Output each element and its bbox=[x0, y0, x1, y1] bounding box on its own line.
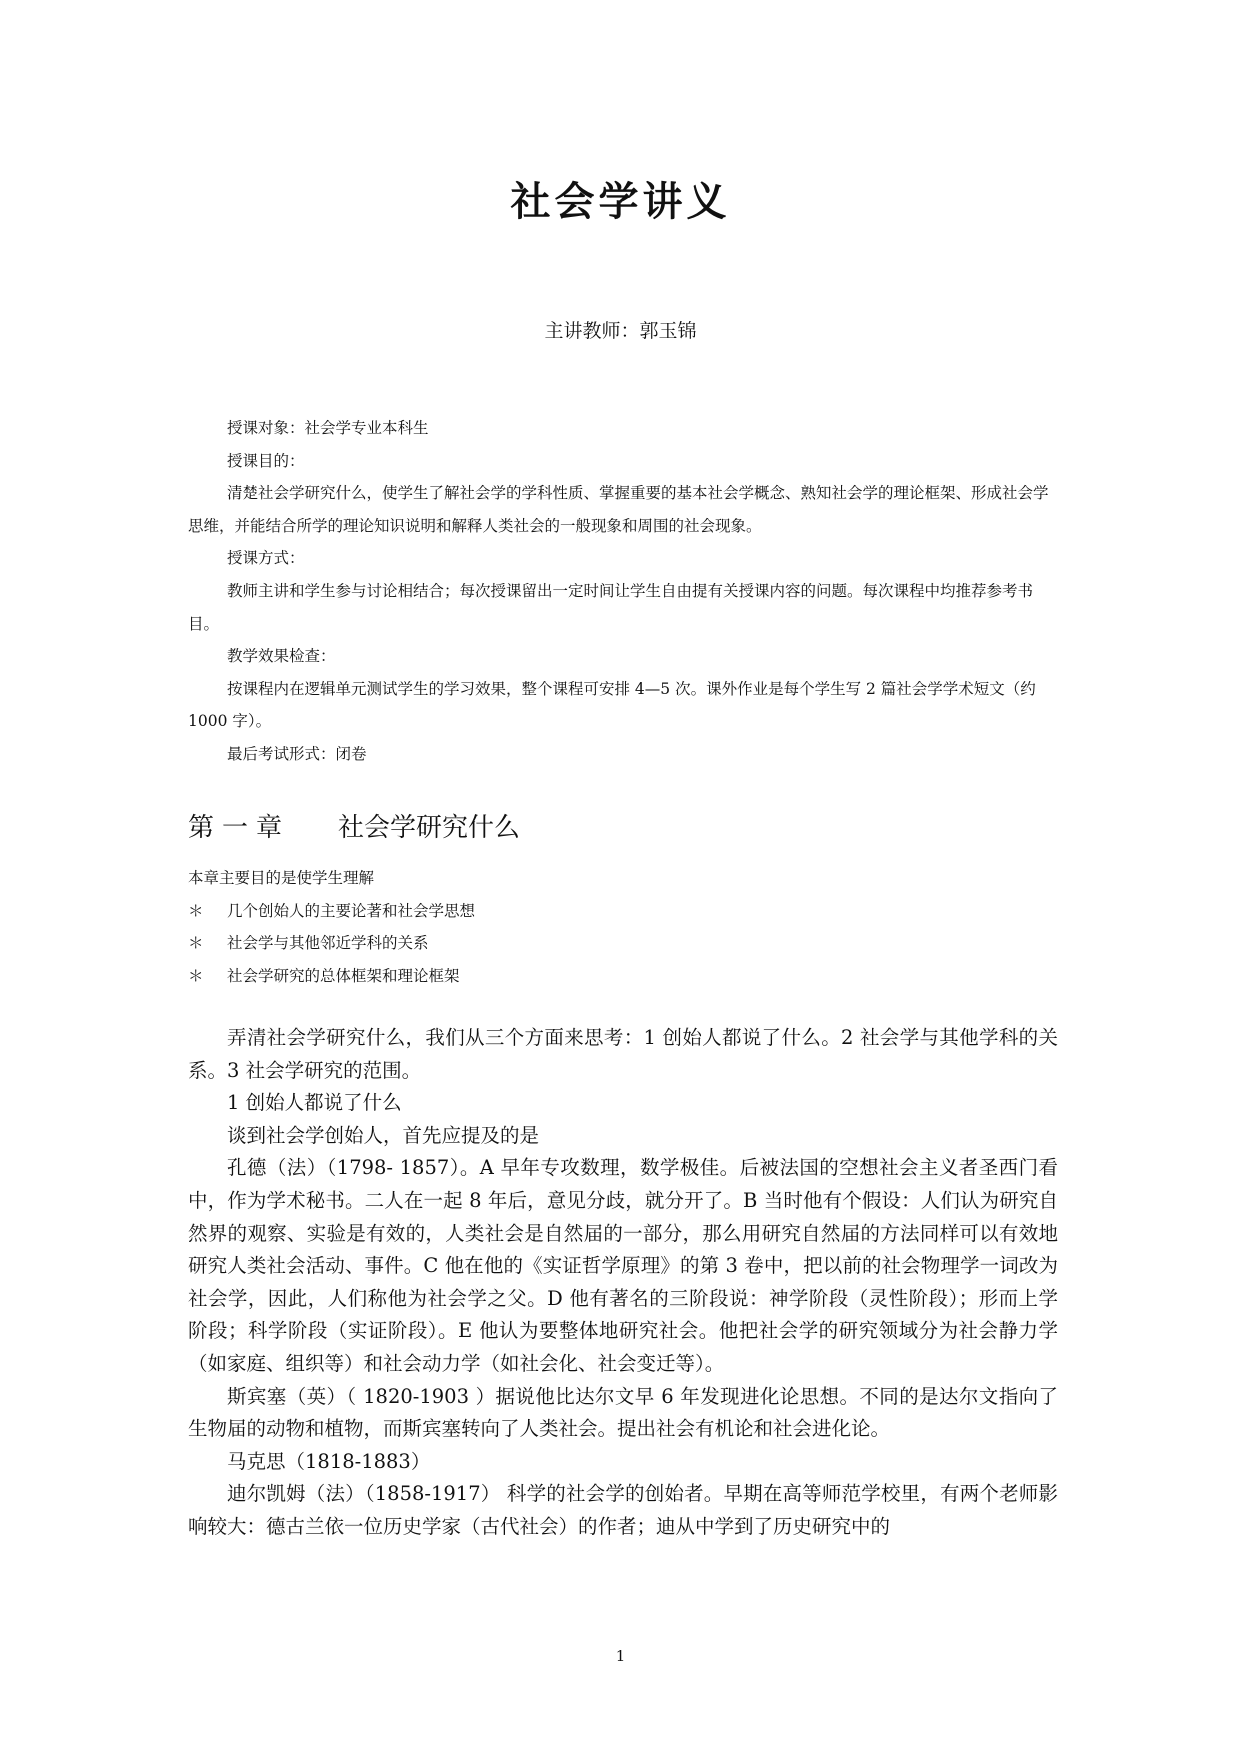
objective-text: 几个创始人的主要论著和社会学思想 bbox=[227, 901, 476, 920]
intro-audience: 授课对象：社会学专业本科生 bbox=[227, 419, 429, 437]
section-heading: 1 创始人都说了什么 bbox=[227, 1091, 402, 1115]
objectives-lead: 本章主要目的是使学生理解 bbox=[188, 869, 375, 887]
intro-method-heading: 授课方式： bbox=[227, 549, 305, 568]
document-title: 社会学讲义 bbox=[510, 179, 731, 225]
intro-assessment-text: 按课程内在逻辑单元测试学生的学习效果，整个课程可安排 4—5 次。课外作业是每个学生写 2 篇社会学学术短文（约 1000 字）。 bbox=[188, 679, 1036, 731]
chapter-number: 第一章 bbox=[188, 813, 291, 843]
chapter-title: 社会学研究什么 bbox=[338, 813, 521, 843]
objective-item bbox=[188, 895, 1058, 928]
objective-item bbox=[188, 927, 1058, 960]
intro-final-exam: 最后考试形式：闭卷 bbox=[227, 744, 367, 763]
bullet-star-icon: ＊ bbox=[188, 901, 204, 920]
body-paragraph-spencer: 斯宾塞（英）（ 1820-1903 ）据说他比达尔文早 6 年发现进化论思想。不同的是达尔文指向了生物届的动物和植物，而斯宾塞转向了人类社会。提出社会有机论和社会进化论。 bbox=[188, 1384, 1058, 1441]
course-intro bbox=[188, 412, 1058, 771]
body-paragraph: 谈到社会学创始人，首先应提及的是 bbox=[227, 1123, 540, 1147]
chapter-objectives bbox=[188, 862, 1058, 992]
body-paragraph-comte: 孔德（法）（1798- 1857）。A 早年专攻数理，数学极佳。后被法国的空想社会主义者圣西门看中，作为学术秘书。二人在一起 8 年后，意见分歧，就分开了。B 当时他有个假设：人们认为研究自然界的观察、实验是有效的，人类社会是自然届的一部分，那么用研究自然届的方法同样可以有效地研究人类社会活动、事件。C 他在他的《实证哲学原理》的第 3 卷中，把以前的社会物理学一词改为社会学，因此，人们称他为社会学之父。D 他有著名的三阶段说：神学阶段（灵性阶段）；形而上学阶段；科学阶段（实证阶段）。E 他认为要整体地研究社会。他把社会学的研究领域分为社会静力学（如家庭、组织等）和社会动力学（如社会化、社会变迁等）。 bbox=[188, 1156, 1058, 1375]
body-paragraph-marx: 马克思（1818-1883） bbox=[227, 1449, 431, 1473]
body-paragraph: 弄清社会学研究什么，我们从三个方面来思考：1 创始人都说了什么。2 社会学与其他学科的关系。3 社会学研究的范围。 bbox=[188, 1026, 1058, 1082]
objective-item bbox=[188, 960, 1058, 993]
intro-purpose-heading: 授课目的： bbox=[227, 451, 305, 470]
intro-assessment-heading: 教学效果检查： bbox=[227, 647, 336, 666]
intro-purpose-text: 清楚社会学研究什么，使学生了解社会学的学科性质、掌握重要的基本社会学概念、熟知社会学的理论框架、形成社会学思维，并能结合所学的理论知识说明和解释人类社会的一般现象和周围的社会现象。 bbox=[188, 484, 1049, 535]
lecturer-line: 主讲教师：郭玉锦 bbox=[544, 320, 697, 342]
intro-method-text: 教师主讲和学生参与讨论相结合；每次授课留出一定时间让学生自由提有关授课内容的问题。每次课程中均推荐参考书目。 bbox=[188, 581, 1034, 633]
page-number: 1 bbox=[615, 1647, 626, 1665]
objective-text: 社会学研究的总体框架和理论框架 bbox=[227, 966, 460, 985]
chapter-heading bbox=[188, 808, 520, 848]
body-paragraph-durkheim: 迪尔凯姆（法）（1858-1917） 科学的社会学的创始者。早期在高等师范学校里，有两个老师影响较大：德古兰依一位历史学家（古代社会）的作者；迪从中学到了历史研究中的 bbox=[188, 1482, 1058, 1538]
bullet-star-icon: ＊ bbox=[188, 934, 204, 953]
bullet-star-icon: ＊ bbox=[188, 966, 204, 985]
chapter-body bbox=[188, 1022, 1058, 1544]
objective-text: 社会学与其他邻近学科的关系 bbox=[227, 934, 429, 953]
